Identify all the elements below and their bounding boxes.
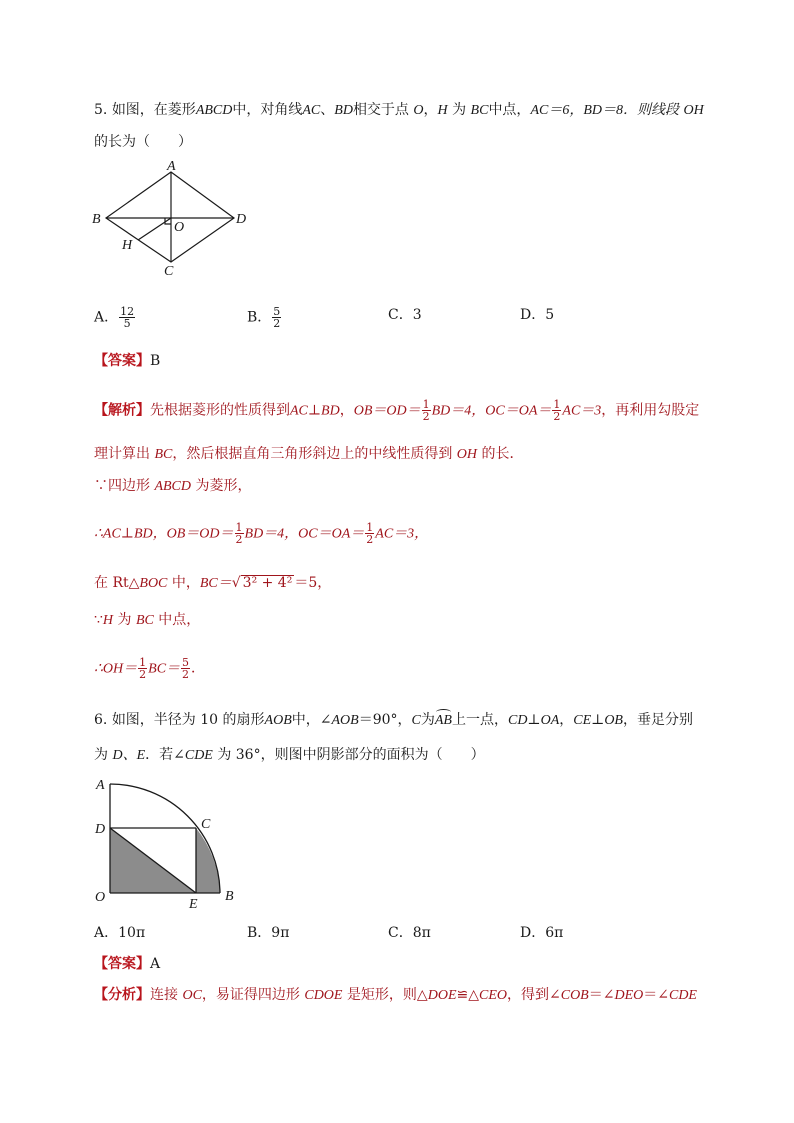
stem-text: 、 [320,102,335,118]
numerator: 1 [366,521,374,534]
stem-text: 为 [452,102,467,118]
q5-stem-line2 [94,133,192,151]
step-text: BC＝ [199,576,232,591]
analysis-text: 先根据菱形的性质得到 [150,402,290,419]
analysis-text: 的长． [481,446,524,462]
q6-option-a[interactable] [94,924,145,942]
q5-step3 [94,574,331,593]
stem-text: 中，∠ [291,712,332,728]
numerator: 1 [422,398,430,411]
question-number: 6. [94,712,108,728]
stem-text: OH [683,103,704,118]
step-text: BOC [139,576,168,591]
option-letter: B． [247,925,272,941]
numerator: 1 [553,398,561,411]
option-letter: A． [94,309,119,326]
label-b: B [225,889,234,904]
stem-text: BC [470,103,489,118]
sqrt-radicand: 3² + 4² [242,575,293,591]
analysis-text: 是矩形，则△ [346,987,428,1003]
analysis-text: ≌△ [456,987,479,1003]
q5-analysis-line1 [94,399,699,422]
numerator: 1 [139,656,147,669]
option-value: 8π [412,925,431,941]
fraction [119,306,135,329]
stem-text: BD＝8．则线段 [583,103,679,118]
label-o: O [174,220,185,235]
option-value: 10π [118,925,146,941]
denominator: 2 [182,668,190,681]
numerator: 5 [182,656,190,669]
analysis-text: ，得到∠ [507,987,561,1003]
analysis-text: CDOE [304,988,343,1003]
sqrt-sign: √ [231,575,241,591]
q6-option-c[interactable] [388,924,431,942]
analysis-text: ，再利用勾股定 [601,402,700,419]
option-letter: D． [520,307,546,323]
step-text: 中， [171,575,200,591]
stem-text: 如图，在菱形 [111,102,196,118]
denominator: 5 [123,317,131,330]
numerator: 5 [273,305,281,318]
analysis-tag: 【分析】 [94,987,150,1003]
arc-ab: AB [434,713,452,728]
q5-answer [94,352,160,370]
label-a: A [167,159,176,174]
stem-text: 相交于点 [352,102,409,118]
step-text: BD＝4，OC＝OA＝ [244,526,365,542]
stem-text: AC [302,103,321,118]
option-value: 9π [271,925,290,941]
step-text: BC＝ [148,661,181,677]
fraction-half [138,657,147,680]
segment-oh [138,218,171,240]
analysis-text: ，易证得四边形 [201,987,300,1003]
answer-value: B [150,353,161,369]
analysis-text: DEO [614,988,644,1003]
analysis-text: OB＝OD＝ [353,403,421,419]
stem-text: AOB [264,713,292,728]
q5-option-c[interactable] [388,306,422,324]
analysis-text: BD＝4， [431,403,486,419]
stem-text: 的长为（ ） [94,134,192,150]
q6-option-b[interactable] [247,924,289,942]
q5-option-b[interactable] [247,306,282,329]
analysis-text: ＝∠ [588,987,615,1003]
answer-tag: 【答案】 [94,353,150,369]
analysis-text: AC⊥BD [290,403,340,419]
step-text: 在 Rt△ [94,575,140,591]
q6-answer [94,955,160,973]
q5-stem-line1 [94,101,704,120]
analysis-text: ，然后根据直角三角形斜边上的中线性质得到 [172,446,453,462]
label-c: C [164,264,174,278]
denominator: 2 [139,668,147,681]
analysis-text: OC＝OA＝ [485,403,552,419]
fraction-half [422,399,431,422]
q5-analysis-line2 [94,445,523,464]
stem-text: 为 [94,747,108,763]
fraction [272,306,281,329]
step-text: ∴AC⊥BD，OB＝OD＝ [94,526,234,542]
option-letter: A． [94,925,119,941]
label-e: E [189,897,198,910]
stem-text: O [413,103,424,118]
denominator: 2 [235,533,243,546]
q6-stem-line2 [94,746,485,765]
step-text: 中点， [158,612,201,628]
denominator: 2 [273,317,281,330]
label-a: A [96,778,105,793]
analysis-text: 连接 [150,987,178,1003]
step-text: H [102,613,114,628]
step-text: ∵四边形 [94,478,150,494]
analysis-text: ＝∠ [643,987,669,1003]
stem-text: CD⊥OA [507,713,560,728]
denominator: 2 [366,533,374,546]
q5-option-d[interactable] [520,306,554,324]
stem-text: C [411,713,421,728]
option-letter: B． [247,309,272,326]
stem-text: 上一点， [451,712,508,728]
label-h: H [122,238,133,253]
stem-text: 如图，半径为 10 的扇形 [111,712,265,728]
stem-text: 中点， [488,102,531,118]
fraction-half [235,522,244,545]
q6-stem-line1 [94,711,693,730]
label-o: O [95,890,106,905]
stem-text: ．若∠ [145,747,185,763]
stem-text: 为 36°，则图中阴影部分的面积为（ ） [217,747,485,763]
analysis-text: BC [154,447,173,462]
option-value: 5 [545,307,555,323]
q6-analysis [94,986,697,1005]
q5-step1 [94,477,251,496]
stem-text: D、E [112,748,146,763]
question-number: 5. [94,102,108,118]
numerator: 12 [120,305,135,318]
q5-step5 [94,657,205,680]
step-text: 为 [117,612,132,628]
stem-text: AOB [331,713,359,728]
label-d: D [95,822,106,837]
answer-tag: 【答案】 [94,956,150,972]
fraction-five-halves [181,657,190,680]
step-text: ＝5， [294,575,332,591]
stem-text: H [437,103,448,118]
stem-text: 中，对角线 [232,102,303,118]
step-text: AC＝3， [375,526,429,542]
stem-text: BD [334,103,353,118]
label-d: D [236,212,247,227]
q5-step4 [94,611,200,630]
step-text: ∴OH＝ [94,661,138,677]
sector-figure [90,775,250,910]
analysis-text: CDE [668,988,697,1003]
rhombus-figure [88,158,248,278]
stem-text: ， [559,712,574,728]
step-text: ∵ [94,612,103,628]
stem-text: CE⊥OB [573,713,623,728]
stem-text: CDE [184,748,213,763]
q6-option-d[interactable] [520,924,563,942]
analysis-text: OH [456,447,478,462]
q5-option-a[interactable] [94,306,136,329]
answer-value: A [150,956,161,972]
option-value: 3 [412,307,422,323]
analysis-text: 理计算出 [94,446,150,462]
step-text: ABCD [154,479,192,494]
option-value: 6π [545,925,564,941]
numerator: 1 [235,521,243,534]
denominator: 2 [422,410,430,423]
fraction-half [552,399,561,422]
denominator: 2 [553,410,561,423]
analysis-text: DOE [427,988,457,1003]
step-text: 为菱形， [195,478,252,494]
shaded-arc-region [196,828,220,893]
analysis-text: CEO [479,988,507,1003]
analysis-tag: 【解析】 [94,402,150,419]
label-b: B [92,212,101,227]
option-letter: D． [520,925,546,941]
analysis-text: AC＝3 [562,403,602,419]
fraction-half [365,522,374,545]
option-letter: C． [388,925,413,941]
analysis-text: COB [560,988,589,1003]
option-letter: C． [388,307,413,323]
stem-text: 为 [420,712,435,728]
analysis-text: ， [339,402,354,419]
q5-step2 [94,522,428,545]
label-c: C [201,817,211,832]
analysis-text: OC [182,988,202,1003]
stem-text: ， [423,102,438,118]
stem-text: ABCD [195,103,233,118]
stem-text: AC＝6， [530,103,584,118]
stem-text: ，垂足分别 [622,712,693,728]
step-text: BC [135,613,154,628]
stem-text: ＝90°， [358,712,412,728]
step-text: ． [191,660,206,677]
